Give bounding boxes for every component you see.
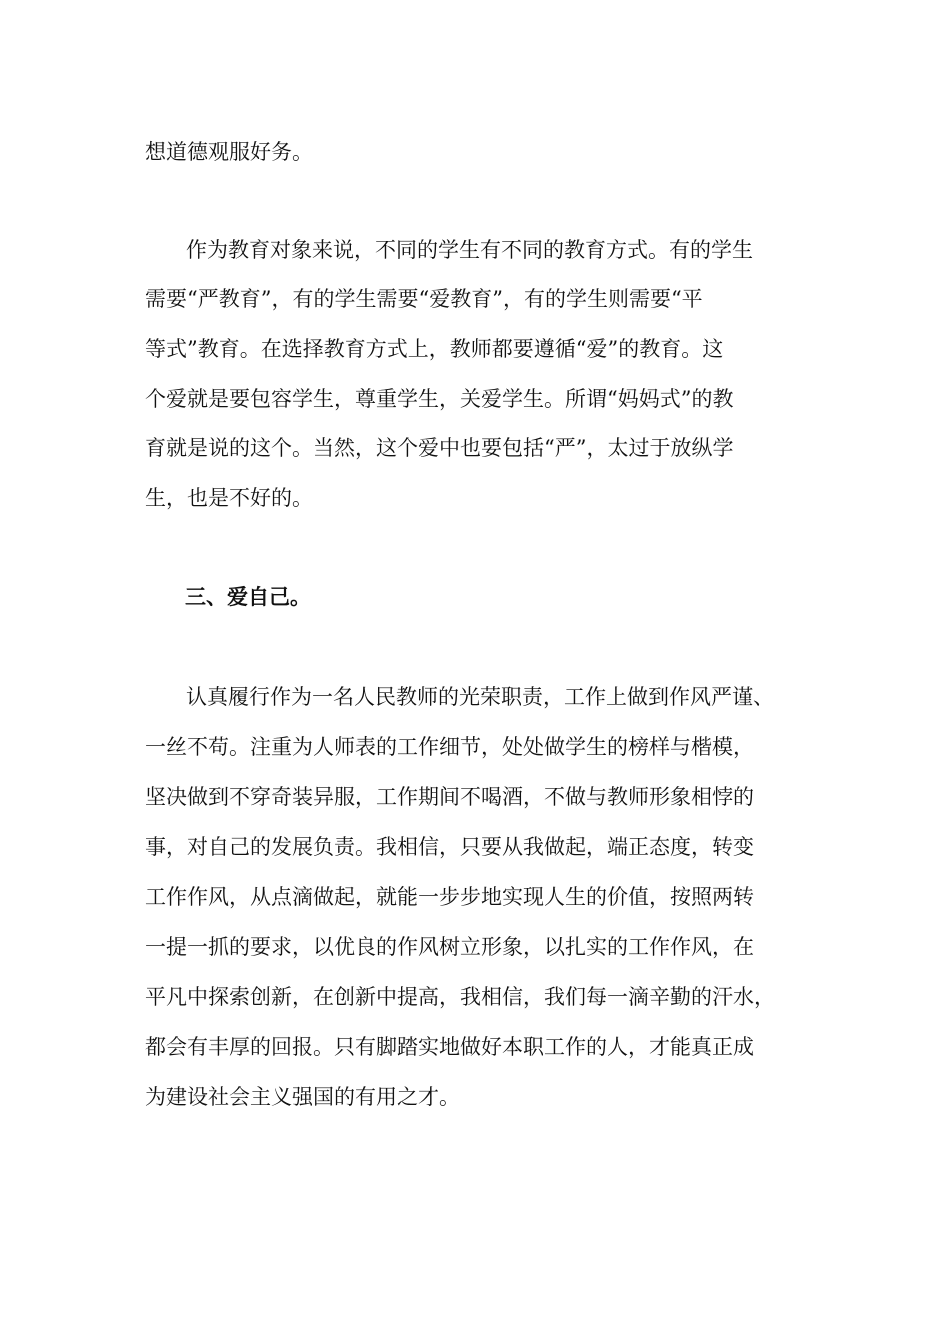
paragraph-line: 坚决做到不穿奇装异服，工作期间不喝酒，不做与教师形象相悖的 (145, 785, 754, 809)
section-heading: 三、爱自己。 (185, 585, 311, 609)
paragraph-line: 都会有丰厚的回报。只有脚踏实地做好本职工作的人，才能真正成 (145, 1035, 754, 1059)
paragraph-line: 等式”教育。在选择教育方式上，教师都要遵循“爱”的教育。这 (145, 337, 724, 361)
paragraph-line: 育就是说的这个。当然，这个爱中也要包括“严”，太过于放纵学 (145, 436, 734, 460)
paragraph-line: 为建设社会主义强国的有用之才。 (145, 1085, 460, 1109)
paragraph-line: 生，也是不好的。 (145, 486, 313, 510)
paragraph-line: 需要“严教育”，有的学生需要“爱教育”，有的学生则需要“平 (145, 287, 703, 311)
paragraph-line: 一丝不苟。注重为人师表的工作细节，处处做学生的榜样与楷模， (145, 735, 754, 759)
paragraph-line: 工作作风，从点滴做起，就能一步步地实现人生的价值，按照两转 (145, 885, 754, 909)
paragraph-line: 作为教育对象来说，不同的学生有不同的教育方式。有的学生 (186, 238, 753, 262)
paragraph-line: 认真履行作为一名人民教师的光荣职责，工作上做到作风严谨、 (186, 685, 774, 709)
paragraph-line: 平凡中探索创新，在创新中提高，我相信，我们每一滴辛勤的汗水， (145, 985, 775, 1009)
paragraph-line: 一提一抓的要求，以优良的作风树立形象，以扎实的工作作风，在 (145, 935, 754, 959)
paragraph-line: 事，对自己的发展负责。我相信，只要从我做起，端正态度，转变 (145, 835, 754, 859)
paragraph-line: 个爱就是要包容学生，尊重学生，关爱学生。所谓“妈妈式”的教 (145, 387, 734, 411)
paragraph-line: 想道德观服好务。 (145, 140, 313, 164)
